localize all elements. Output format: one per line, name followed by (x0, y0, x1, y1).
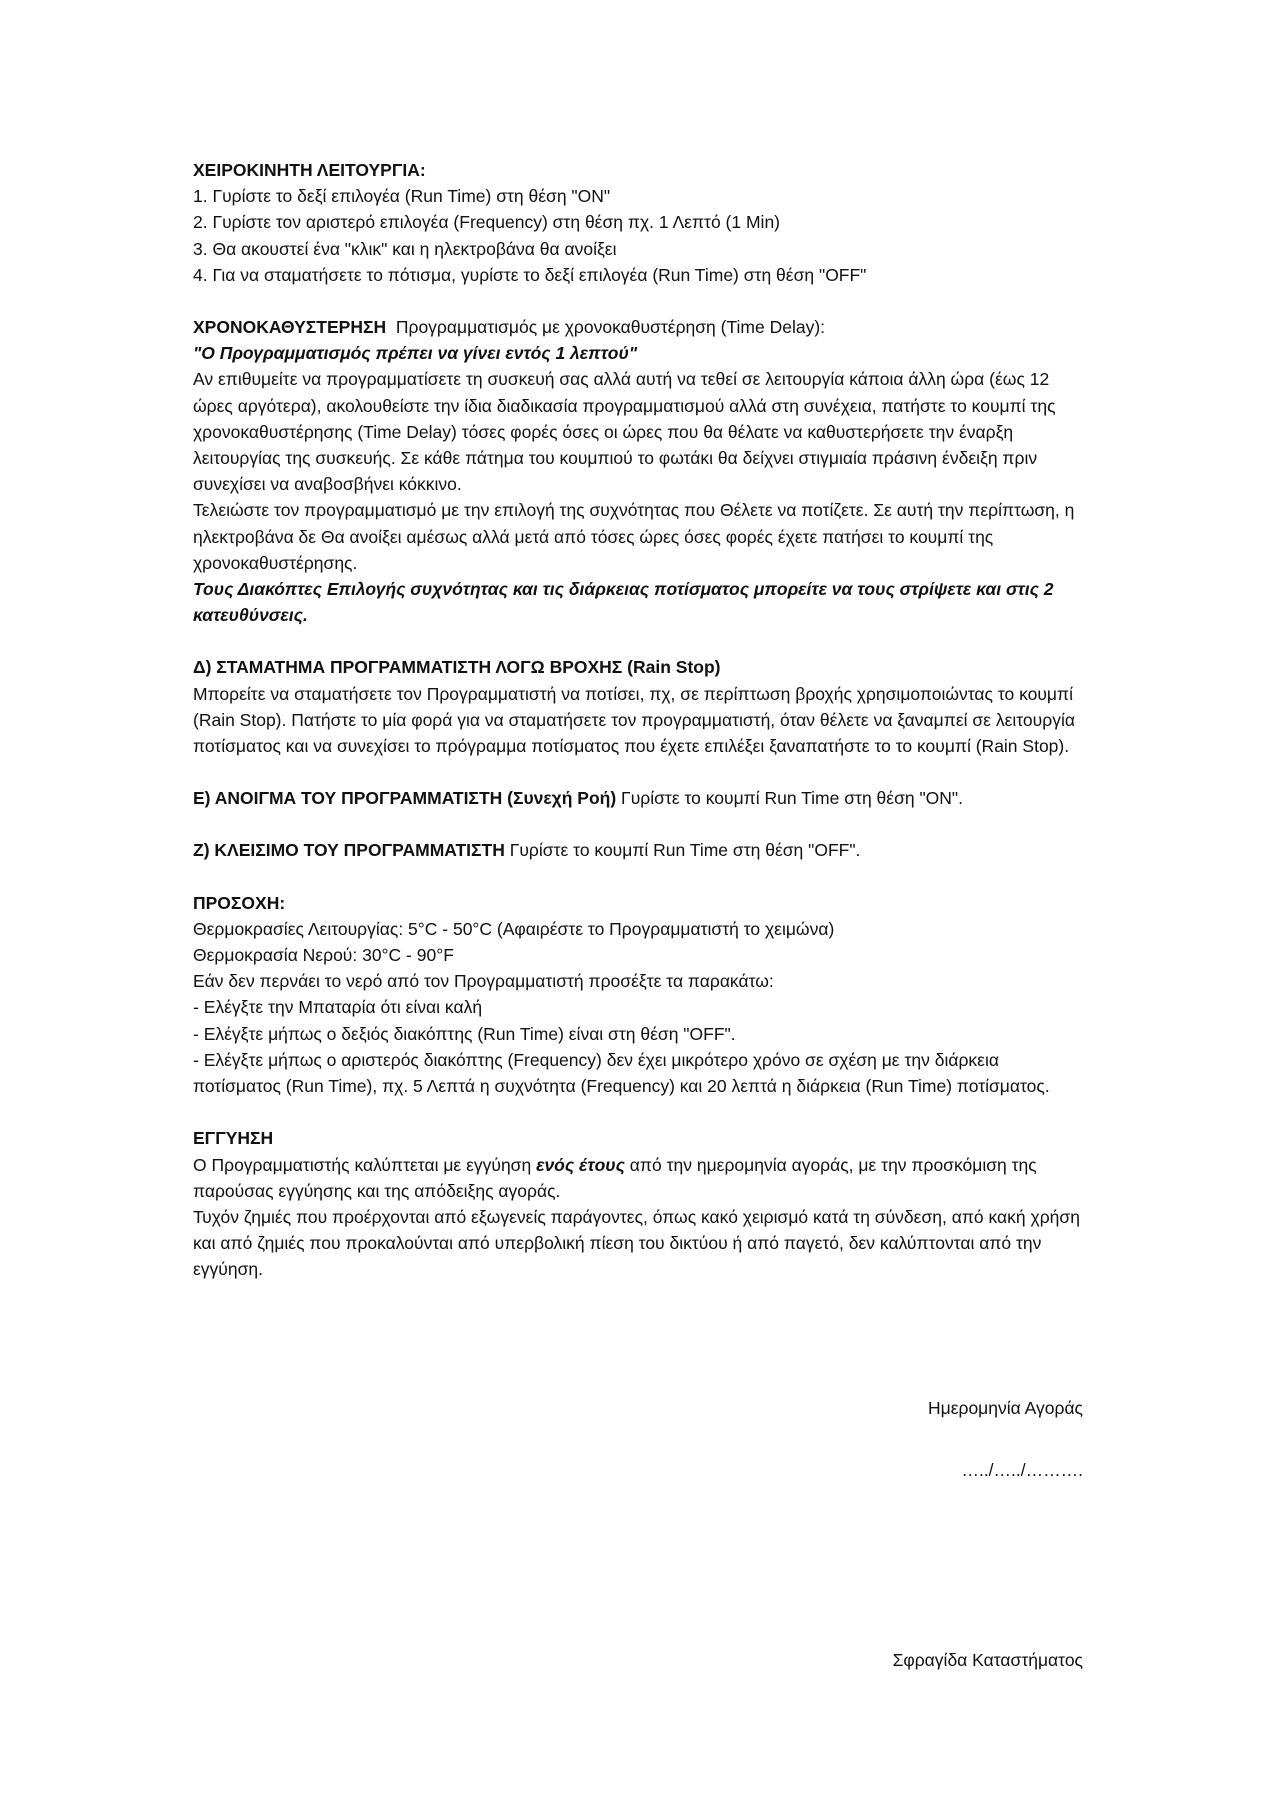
open-line (193, 785, 1083, 811)
manual-step: 4. Για να σταματήσετε το πότισμα, γυρίστε το δεξί επιλογέα (Run Time) στη θέση "OFF" (193, 264, 867, 285)
rainstop-heading: Δ) ΣΤΑΜΑΤΗΜΑ ΠΡΟΓΡΑΜΜΑΤΙΣΤΗ ΛΟΓΩ ΒΡΟΧΗΣ (Rain Stop) (193, 657, 721, 678)
warranty-exclusions: Τυχόν ζημιές που προέρχονται από εξωγενείς παράγοντες, όπως κακό χειρισμό κατά τη σύνδεση, από κακή χρήση και από ζημιές που προκαλούνται από υπερβολική πίεση του δικτύου ή από παγετό, δεν καλύπτονται από την εγγύηση. (193, 1206, 1080, 1280)
caution-line: Εάν δεν περνάει το νερό από τον Προγραμματιστή προσέξτε τα παρακάτω: (193, 971, 774, 992)
warranty-duration: ενός έτους (536, 1154, 625, 1175)
store-stamp-label: Σφραγίδα Καταστήματος (892, 1650, 1083, 1670)
purchase-date-blank: …../…../………. (961, 1460, 1083, 1480)
delay-heading: ΧΡΟΝΟΚΑΘΥΣΤΕΡΗΣΗ (193, 317, 387, 338)
delay-paragraph: Αν επιθυμείτε να προγραμματίσετε τη συσκευή σας αλλά αυτή να τεθεί σε λειτουργία κάποια άλλη ώρα (έως 12 ώρες αργότερα), ακολουθείστε την ίδια διαδικασία προγραμματισμού αλλά στη συνέχεια, πατήστε το κουμπί της χρονοκαθυστέρησης (Time Delay) τόσες φορές όσες οι ώρες που θα θέλατε να καθυστερήσετε την έναρξη λειτουργίας της συσκευής. Σε κάθε πάτημα του κουμπιού το φωτάκι θα δείχνει στιγμιαία πράσινη ένδειξη πριν συνεχίσει να αναβοσβήνει κόκκινο. (193, 369, 1056, 495)
delay-paragraph: Τελειώστε τον προγραμματισμό με την επιλογή της συχνότητας που Θέλετε να ποτίζετε. Σε αυτή την περίπτωση, η ηλεκτροβάνα δε Θα ανοίξει αμέσως αλλά μετά από τόσες ώρες όσες φορές έχετε πατήσει το κουμπί της χρονοκαθυστέρησης. (193, 500, 1075, 573)
delay-note: "Ο Προγραμματισμός πρέπει να γίνει εντός 1 λεπτού" (193, 343, 638, 364)
open-text: Γυρίστε το κουμπί Run Time στη θέση "ON". (616, 788, 964, 809)
close-heading: Ζ) ΚΛΕΙΣΙΜΟ ΤΟΥ ΠΡΟΓΡΑΜΜΑΤΙΣΤΗ (193, 840, 505, 861)
manual-step: 1. Γυρίστε το δεξί επιλογέα (Run Time) στη θέση "ON" (193, 186, 611, 207)
caution-heading: ΠΡΟΣΟΧΗ: (193, 892, 286, 913)
close-line (193, 837, 1083, 863)
document-body (193, 157, 1083, 1283)
purchase-date-label: Ημερομηνία Αγοράς (927, 1398, 1083, 1418)
manual-step: 3. Θα ακουστεί ένα "κλικ" και η ηλεκτροβάνα θα ανοίξει (193, 238, 617, 259)
caution-line: - Ελέγξτε μήπως ο αριστερός διακόπτης (Frequency) δεν έχει μικρότερο χρόνο σε σχέση με την διάρκεια ποτίσματος (Run Time), πχ. 5 Λεπτά η συχνότητα (Frequency) και 20 λεπτά η διάρκεια (Run Time) ποτίσματος. (193, 1049, 1050, 1097)
caution-line: - Ελέγξτε μήπως ο δεξιός διακόπτης (Run Time) είναι στη θέση "OFF". (193, 1023, 736, 1044)
warranty-text: Ο Προγραμματιστής καλύπτεται με εγγύηση (193, 1154, 537, 1175)
manual-heading: ΧΕΙΡΟΚΙΝΗΤΗ ΛΕΙΤΟΥΡΓΙΑ: (193, 160, 426, 180)
caution-line: - Ελέγξτε την Μπαταρία ότι είναι καλή (193, 997, 483, 1018)
caution-line: Θερμοκρασίες Λειτουργίας: 5°C - 50°C (Αφαιρέστε το Προγραμματιστή το χειμώνα) (193, 918, 835, 939)
delay-heading-line (193, 314, 1083, 340)
caution-line: Θερμοκρασία Νερού: 30°C - 90°F (193, 945, 454, 966)
warranty-paragraph (193, 1152, 1083, 1204)
close-text: Γυρίστε το κουμπί Run Time στη θέση "OFF". (504, 840, 861, 861)
rainstop-text: Μπορείτε να σταματήσετε τον Προγραμματιστή να ποτίσει, πχ, σε περίπτωση βροχής χρησιμοποιώντας το κουμπί (Rain Stop). Πατήστε το μία φορά για να σταματήσετε τον προγραμματιστή, όταν θέλετε να ξαναμπεί σε λειτουργία ποτίσματος και να συνεχίσει το πρόγραμμα ποτίσματος που έχετε επιλέξει ξαναπατήστε το το κουμπί (Rain Stop). (193, 683, 1075, 757)
open-heading: Ε) ΑΝΟΙΓΜΑ ΤΟΥ ΠΡΟΓΡΑΜΜΑΤΙΣΤΗ (Συνεχή Ροή) (193, 788, 617, 809)
warranty-text: από την ημερομηνία αγοράς, με την προσκόμιση της παρούσας εγγύησης και της απόδειξης αγοράς. (193, 1154, 1037, 1201)
manual-step: 2. Γυρίστε τον αριστερό επιλογέα (Frequency) στη θέση πχ. 1 Λεπτό (1 Min) (193, 212, 781, 233)
delay-emphasis: Τους Διακόπτες Επιλογής συχνότητας και τις διάρκειας ποτίσματος μπορείτε να τους στρίψετε και στις 2 κατευθύνσεις. (193, 579, 1054, 626)
warranty-heading: ΕΓΓΥΗΣΗ (193, 1128, 274, 1149)
delay-heading-rest: Προγραμματισμός με χρονοκαθυστέρηση (Time Delay): (386, 317, 826, 338)
